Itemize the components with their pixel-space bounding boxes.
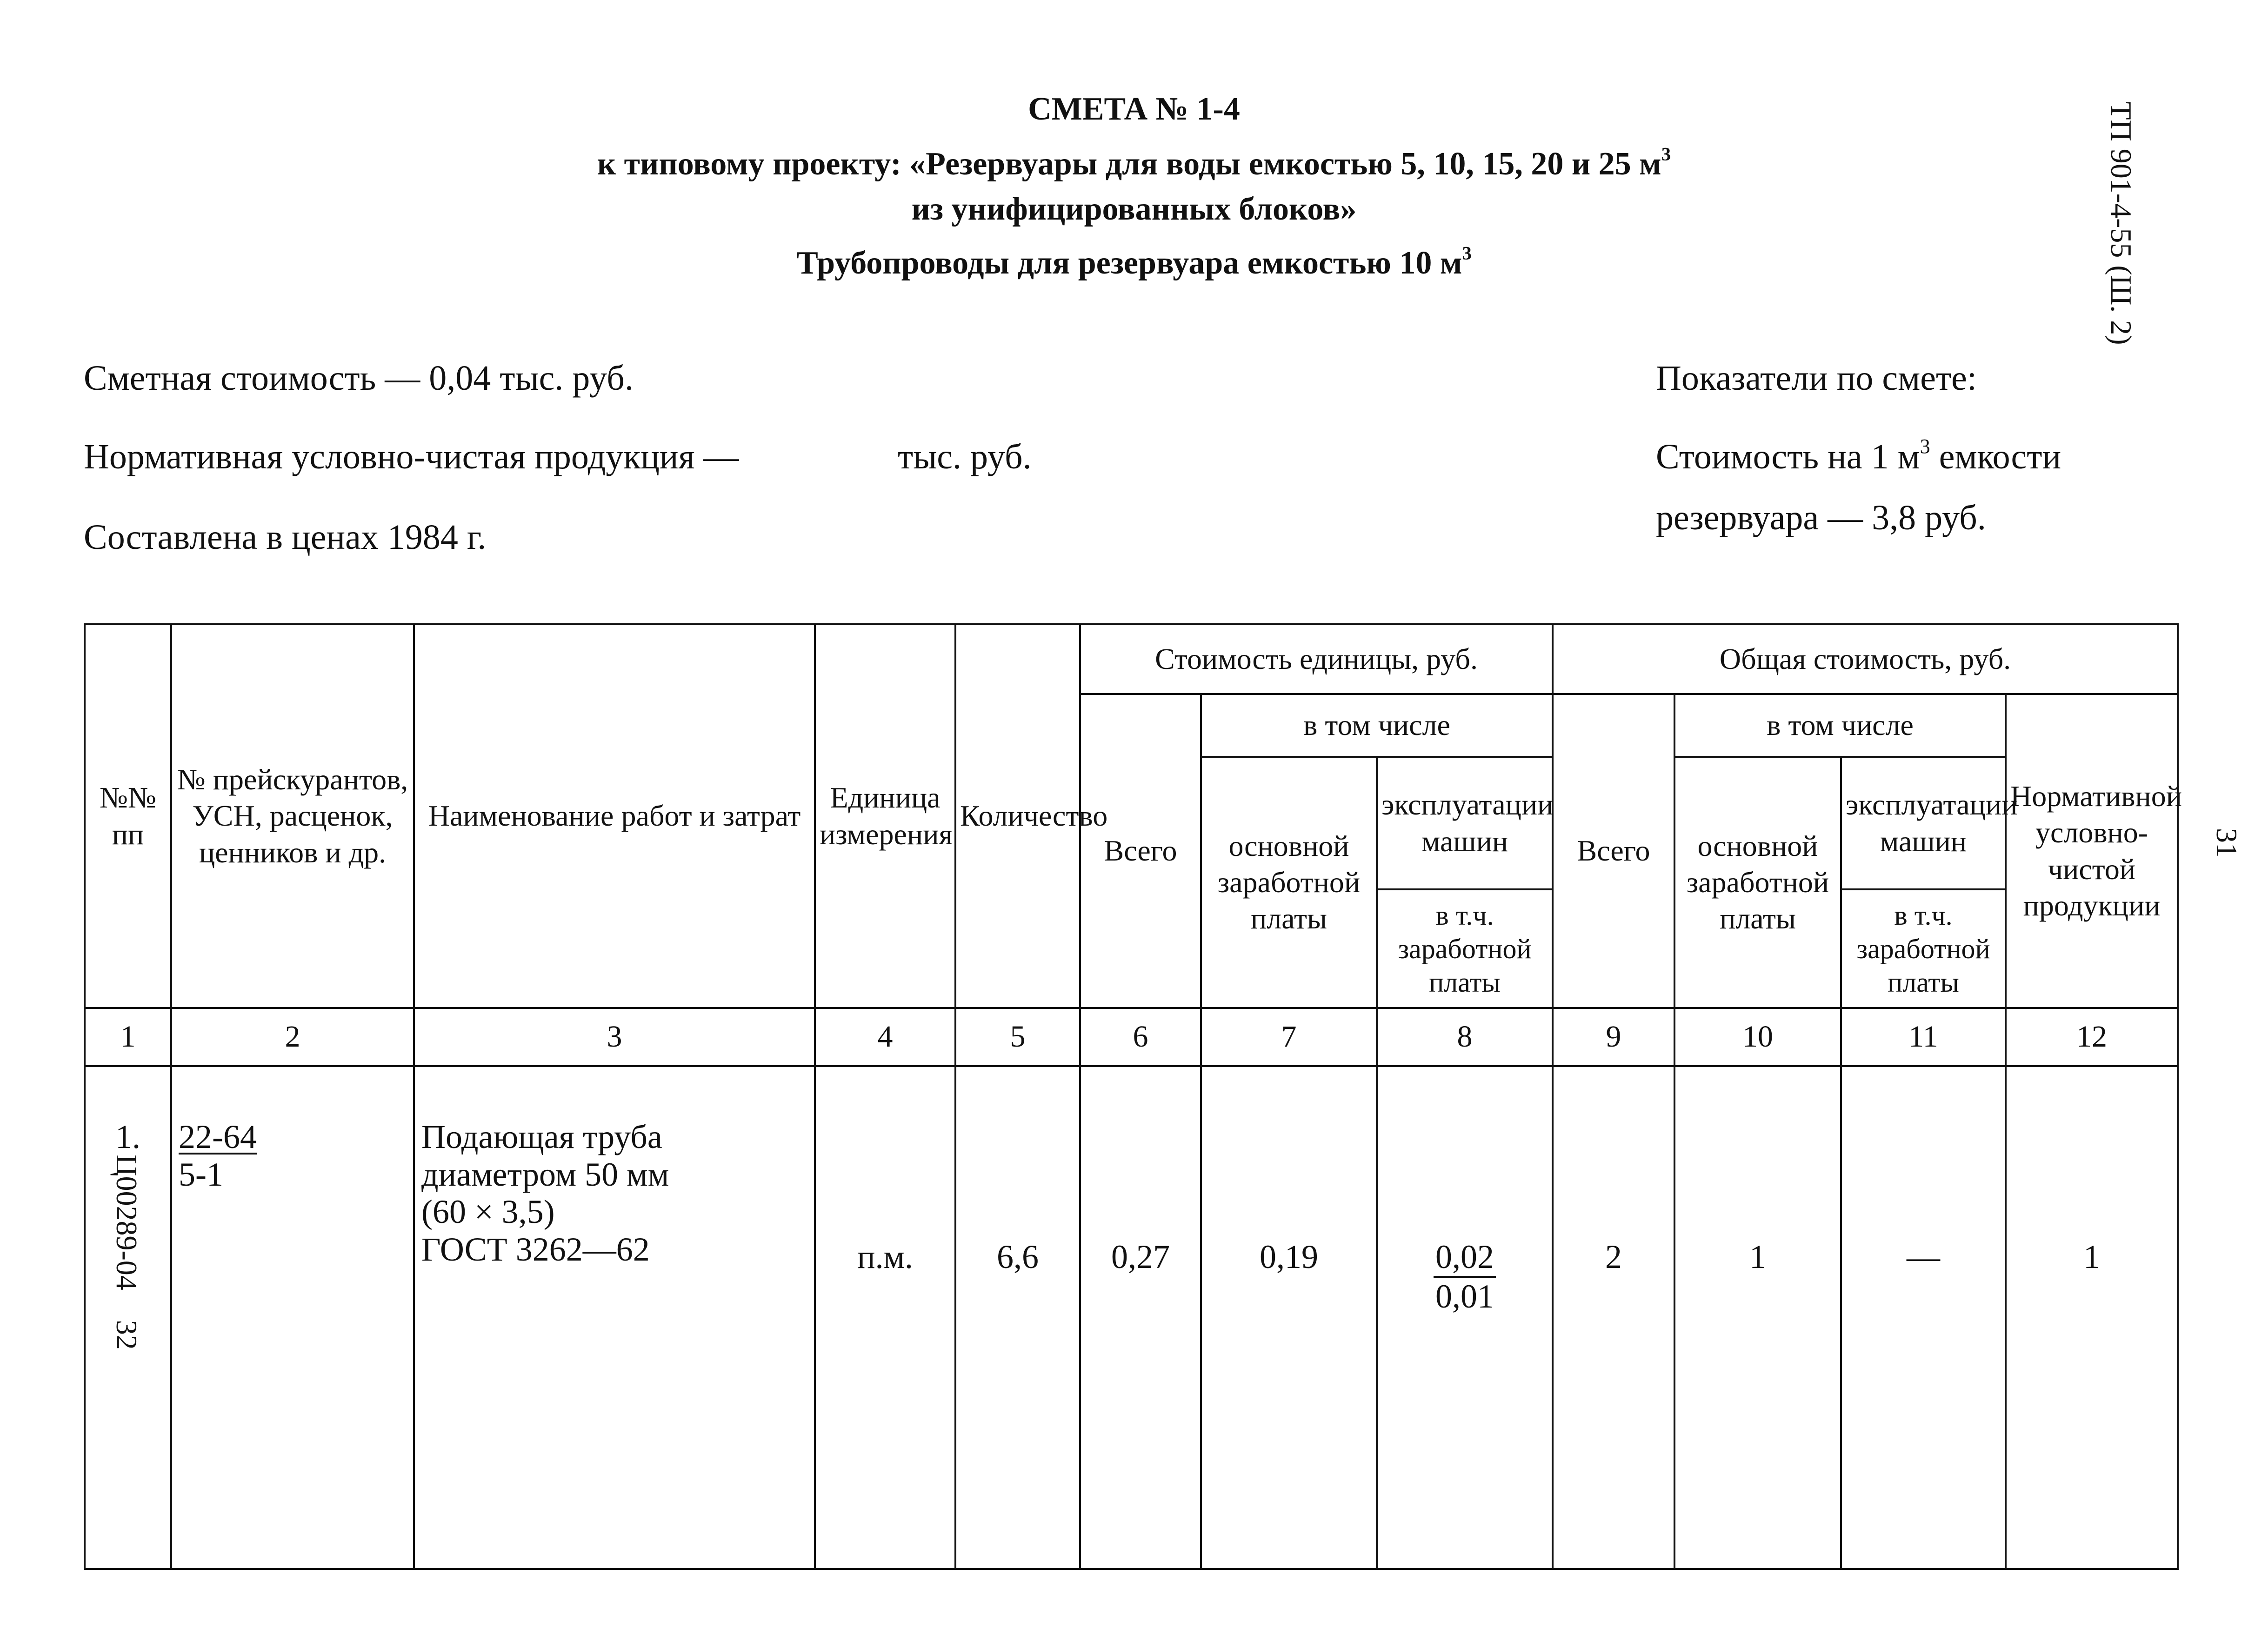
header-total-including: в том числе <box>1674 694 2006 757</box>
row-unit-total: 0,27 <box>1080 1066 1201 1569</box>
row-code-top: 22-64 <box>179 1118 257 1155</box>
row-total-machines: — <box>1841 1066 2006 1569</box>
header-quantity: Количество <box>955 624 1080 1008</box>
header-name: Наименование работ и затрат <box>414 624 815 1008</box>
row-total: 2 <box>1553 1066 1674 1569</box>
column-number: 11 <box>1841 1008 2006 1066</box>
row-total-salary: 1 <box>1674 1066 1841 1569</box>
indicators-heading: Показатели по смете: <box>1656 359 1977 398</box>
estimated-cost: Сметная стоимость — 0,04 тыс. руб. <box>84 359 634 398</box>
normative-product-unit: тыс. руб. <box>898 437 1032 476</box>
column-number: 1 <box>85 1008 171 1066</box>
estimate-table <box>84 623 2182 1570</box>
header-total-total: Всего <box>1553 694 1674 1008</box>
header-total-base-salary: основной заработной платы <box>1674 757 1841 1008</box>
row-unit-machines-salary-value: 0,01 <box>1435 1277 1494 1315</box>
row-num: 1. <box>85 1066 171 1569</box>
header-unit: Единица измерения <box>815 624 955 1008</box>
row-unit-salary: 0,19 <box>1201 1066 1377 1569</box>
header-unit-machines: эксплуатации машин <box>1377 757 1553 889</box>
normative-product-label: Нормативная условно-чистая продукция — <box>84 437 739 476</box>
row-name <box>414 1066 815 1569</box>
table-row <box>85 1066 2178 1569</box>
header-total-machines-salary: в т.ч. заработной платы <box>1841 889 2006 1008</box>
column-number: 2 <box>171 1008 414 1066</box>
fraction <box>1434 1238 1496 1315</box>
row-unit: п.м. <box>815 1066 955 1569</box>
header-total-machines: эксплуатации машин <box>1841 757 2006 889</box>
header-total-cost-group: Общая стоимость, руб. <box>1553 624 2178 694</box>
project-code-label: ТП 901-4-55 (Ш. 2) <box>2105 101 2138 345</box>
row-name-line: Подающая труба <box>421 1118 662 1155</box>
document-title: СМЕТА № 1-4 <box>1028 91 1240 127</box>
row-code-bottom: 5-1 <box>179 1155 223 1193</box>
row-quantity: 6,6 <box>955 1066 1080 1569</box>
row-normative: 1 <box>2006 1066 2178 1569</box>
column-number: 6 <box>1080 1008 1201 1066</box>
header-unit-machines-salary: в т.ч. заработной платы <box>1377 889 1553 1008</box>
page-number-right: 31 <box>2210 828 2243 858</box>
row-unit-machines-value: 0,02 <box>1434 1238 1496 1278</box>
column-number: 4 <box>815 1008 955 1066</box>
section-title: Трубопроводы для резервуара емкостью 10 $м^3$ <box>796 242 1472 281</box>
project-subtitle-line2: из унифицированных блоков» <box>911 191 1357 227</box>
row-name-line: (60 × 3,5) <box>421 1193 555 1231</box>
header-price-list: № прейскурантов, УСН, расценок, ценников и др. <box>171 624 414 1008</box>
column-number: 10 <box>1674 1008 1841 1066</box>
row-unit-machines <box>1377 1066 1553 1569</box>
column-number: 9 <box>1553 1008 1674 1066</box>
price-base-year: Составлена в ценах 1984 г. <box>84 518 487 557</box>
header-normative: Нормативной условно-чистой продукции <box>2006 694 2178 1008</box>
indicator-cost-per-m3: Стоимость на 1 $м^3$ емкости <box>1656 434 2061 476</box>
header-unit-cost-group: Стоимость единицы, руб. <box>1080 624 1553 694</box>
row-price-code <box>171 1066 414 1569</box>
column-number: 5 <box>955 1008 1080 1066</box>
header-unit-total: Всего <box>1080 694 1201 1008</box>
column-number: 3 <box>414 1008 815 1066</box>
archive-code-label: Ц00289-04 32 <box>110 1155 143 1350</box>
column-number: 12 <box>2006 1008 2178 1066</box>
indicator-tank-cost: резервуара — 3,8 руб. <box>1656 498 1986 537</box>
column-number-row <box>85 1008 2178 1066</box>
row-name-line: ГОСТ 3262—62 <box>421 1230 650 1268</box>
header-unit-including: в том числе <box>1201 694 1553 757</box>
header-unit-base-salary: основной заработной платы <box>1201 757 1377 1008</box>
header-num: №№ пп <box>85 624 171 1008</box>
project-subtitle-line1: к типовому проекту: «Резервуары для воды емкостью 5, 10, 15, 20 и 25 $м^3$ <box>597 143 1671 182</box>
row-name-line: диаметром 50 мм <box>421 1155 669 1193</box>
column-number: 7 <box>1201 1008 1377 1066</box>
column-number: 8 <box>1377 1008 1553 1066</box>
